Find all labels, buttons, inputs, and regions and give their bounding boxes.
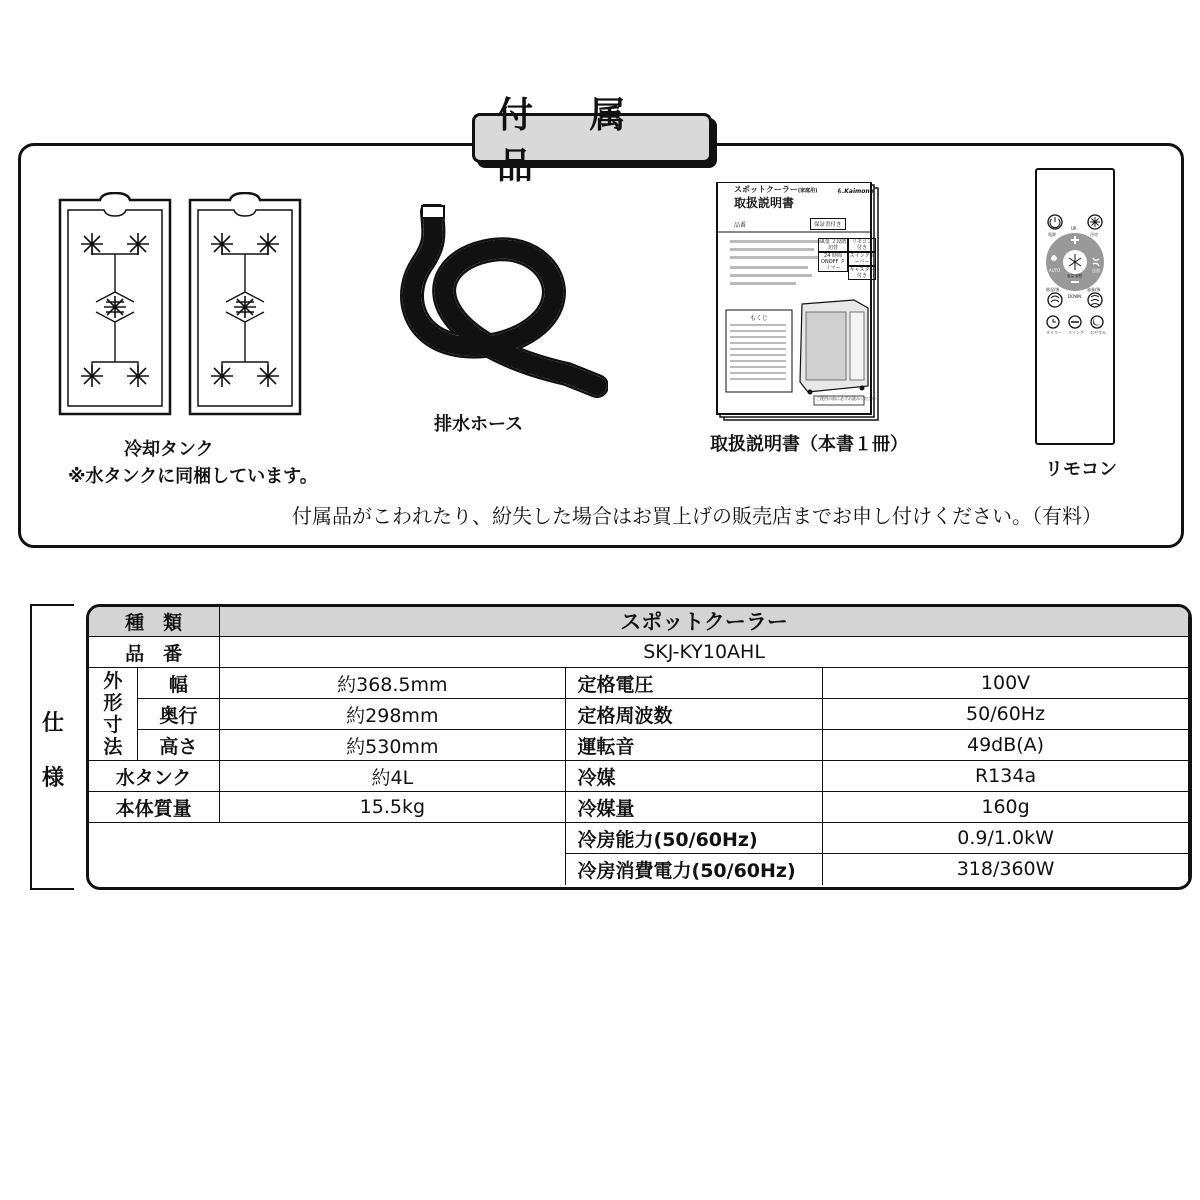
cooling-pack-label: 冷却タンク (124, 439, 214, 460)
rated-voltage-value: 100V (823, 668, 1189, 699)
width-value: 約368.5mm (220, 668, 565, 699)
type-value: スポットクーラー (220, 606, 1189, 637)
cooling-capacity-label: 冷房能力(50/60Hz) (565, 823, 823, 854)
cooling-pack-note: ※水タンクに同梱しています。 (68, 466, 318, 487)
manual-label: 取扱説明書（本書１冊） (710, 434, 908, 455)
accessories-note: 付属品がこわれたり、紛失した場合はお買上げの販売店までお申し付けください。（有料） (292, 504, 1102, 528)
height-label: 高さ (137, 730, 220, 761)
manual-feature-box: スイングルーバー (849, 253, 875, 265)
manual-icon (716, 182, 880, 422)
depth-label: 奥行 (137, 699, 220, 730)
cooling-capacity-value: 0.9/1.0kW (823, 823, 1189, 854)
remote-label: リモコン (1045, 459, 1117, 480)
blank-cell (88, 823, 566, 885)
remote-power-label: 電源 (1048, 232, 1056, 237)
type-label: 種 類 (88, 606, 220, 637)
remote-fan-label: 送風 (1092, 268, 1100, 273)
drain-hose-label: 排水ホース (434, 414, 524, 435)
remote-up-label: UP (1071, 226, 1077, 231)
spec-side-label (30, 604, 74, 890)
manual-warranty-box: 保証書付き (810, 218, 846, 230)
rated-frequency-label: 定格周波数 (565, 699, 823, 730)
manual-feature-box: キャスター 付き (849, 267, 875, 279)
accessories-title: 付 属 品 (472, 113, 712, 163)
remote-auto-label: AUTO (1049, 268, 1061, 273)
spec-table (87, 605, 1189, 885)
refrigerant-label: 冷媒 (565, 761, 823, 792)
remote-down-label: DOWN (1068, 294, 1082, 299)
cooling-power-label: 冷房消費電力(50/60Hz) (565, 854, 823, 885)
manual-contents-title: もくじ (750, 315, 769, 322)
tank-label: 水タンク (88, 761, 220, 792)
remote-wind-label: 風量/強 (1087, 287, 1101, 292)
refrigerant-amount-value: 160g (823, 792, 1189, 823)
manual-feature-box: 風量 ２段階切替 (819, 239, 847, 251)
manual-subtitle-note: (家庭用) (797, 188, 818, 194)
remote-cool-label: 冷房 (1090, 232, 1098, 237)
noise-label: 運転音 (565, 730, 823, 761)
dims-group-label: 外形寸法 (88, 668, 138, 761)
manual-footer-box: ご使用の前に必ずお読みください (816, 396, 876, 401)
refrigerant-amount-label: 冷媒量 (565, 792, 823, 823)
manual-model-label: 品番 (734, 222, 747, 229)
drain-hose-icon (392, 204, 608, 414)
refrigerant-value: R134a (823, 761, 1189, 792)
tank-value: 約4L (220, 761, 565, 792)
manual-feature-box: 24 時間 ONOFF タイマー (818, 252, 848, 272)
remote-control-icon (1035, 168, 1115, 445)
spec-table-frame (86, 604, 1192, 890)
remote-center-label: 風量 調整 (1067, 274, 1083, 278)
depth-value: 約298mm (220, 699, 565, 730)
remote-swing-label: スイング (1068, 330, 1084, 335)
manual-brand-logo: も.Kaimono (836, 188, 874, 195)
spec-side-char: 様 (42, 766, 65, 791)
remote-sleep-label: おやすみ (1090, 330, 1106, 335)
model-label: 品 番 (88, 637, 220, 668)
model-value: SKJ-KY10AHL (220, 637, 1189, 668)
cooling-power-value: 318/360W (823, 854, 1189, 885)
noise-value: 49dB(A) (823, 730, 1189, 761)
remote-dehum-label: 除湿/強 (1046, 287, 1060, 292)
remote-timer-label: タイマー (1046, 330, 1062, 335)
spec-side-char: 仕 (42, 711, 65, 736)
rated-frequency-value: 50/60Hz (823, 699, 1189, 730)
height-value: 約530mm (220, 730, 565, 761)
cooling-pack-icon (56, 192, 174, 418)
rated-voltage-label: 定格電圧 (565, 668, 823, 699)
mass-value: 15.5kg (220, 792, 565, 823)
cooling-pack-icon (186, 192, 304, 418)
manual-subtitle: スポットクーラー (734, 185, 798, 194)
manual-feature-box: リモコン 付き (848, 238, 876, 252)
mass-label: 本体質量 (88, 792, 220, 823)
width-label: 幅 (137, 668, 220, 699)
manual-title: 取扱説明書 (734, 196, 795, 210)
